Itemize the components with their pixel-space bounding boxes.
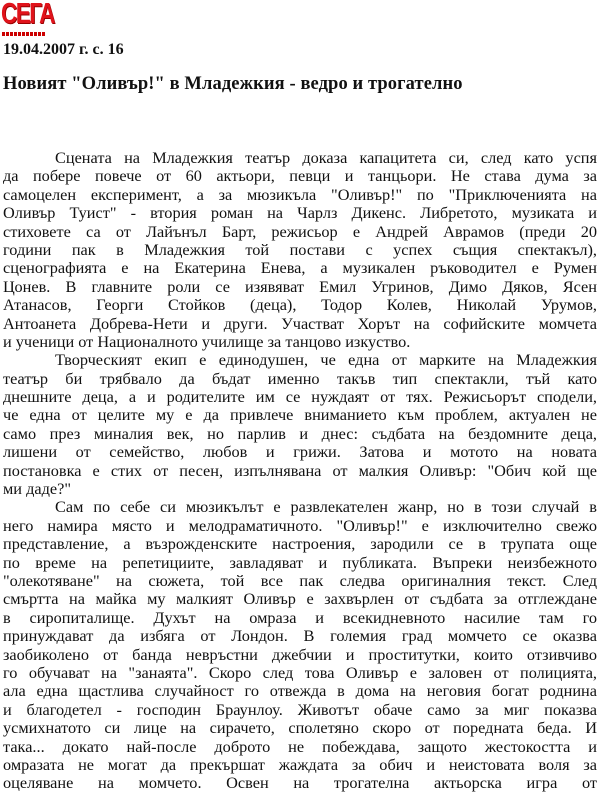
paragraph-line: и ученици от Националното училище за танцово изкуство. bbox=[3, 331, 411, 351]
paragraph-line: смъртта на майка му малкият Оливър е захвърлен от съдбата за отглеждане bbox=[3, 589, 597, 609]
publication-date: 19.04.2007 г. с. 16 bbox=[3, 41, 124, 58]
paragraph-line: Сцената на Младежкия театър доказа капацитета си, след като успя bbox=[55, 148, 597, 167]
article-body bbox=[3, 149, 597, 793]
paragraph-line: днешните деца, а и родителите им се нуждаят от тях. Режисьорът сподели, bbox=[3, 387, 597, 407]
paragraph-line: Цонев. В главните роли се изявяват Емил Угринов, Димо Дяков, Ясен bbox=[3, 276, 597, 296]
paragraph-line: омразата не могат да прекършат жаждата за обич и неистовата воля за bbox=[3, 754, 597, 774]
article-title: Новият "Оливър!" в Младежкия - ведро и трогателно bbox=[3, 74, 463, 94]
paragraph-line: ми даде?" bbox=[3, 479, 71, 499]
logo-underline bbox=[2, 32, 46, 36]
article-paragraph bbox=[3, 498, 597, 792]
paragraph-line: така... докато най-после доброто не побеждава, защото жестокостта и bbox=[3, 736, 597, 756]
paragraph-line: Антоанета Добрева-Нети и други. Участват Хорът на софийските момчета bbox=[3, 313, 597, 333]
article-paragraph bbox=[3, 351, 597, 498]
paragraph-line: в сиропиталище. Духът на омраза и всекидневното насилие там го bbox=[3, 607, 597, 627]
paragraph-line: години пак в Младежкия той постави с успех същия спектакъл), bbox=[3, 239, 597, 259]
paragraph-line: театър би трябвало да бъдат именно такъв тип спектакли, тъй като bbox=[3, 368, 597, 388]
paragraph-line: "олекотяване" на сюжета, той все пак следва оригиналния текст. След bbox=[3, 570, 597, 590]
paragraph-line: постановка е стих от песен, изпълнявана от малкия Оливър: "Обич кой ще bbox=[3, 460, 597, 480]
paragraph-line: Атанасов, Георги Стойков (деца), Тодор Колев, Николай Урумов, bbox=[3, 295, 597, 315]
paragraph-line: оцеляване на момчето. Освен на трогателна актьорска игра от bbox=[3, 773, 597, 793]
newspaper-logo bbox=[1, 0, 54, 38]
paragraph-line: него намира място и мелодраматичното. "Оливър!" е изключително свежо bbox=[3, 515, 597, 535]
paragraph-line: по време на репетициите, завладяват и публиката. Въпреки неизбежното bbox=[3, 552, 597, 572]
paragraph-line: Оливър Туист" - втория роман на Чарлз Дикенс. Либретото, музиката и bbox=[3, 203, 597, 223]
paragraph-line: сценографията е на Екатерина Енева, а музикален ръководител е Румен bbox=[3, 258, 597, 278]
paragraph-line: самоцелен експеримент, а за мюзикъла "Оливър!" по "Приключенията на bbox=[3, 184, 597, 204]
paragraph-line: стиховете са от Лайънъл Барт, режисьор е Андрей Аврамов (преди 20 bbox=[3, 221, 597, 241]
article-paragraph bbox=[3, 149, 597, 351]
paragraph-line: усмихнатото си лице на сирачето, сполетяно скоро от поредната беда. И bbox=[3, 718, 597, 738]
paragraph-line: и благодетел - господин Браунлоу. Животът обаче само за миг показва bbox=[3, 699, 597, 719]
paragraph-line: го обучават на "занаята". Скоро след това Оливър е заловен от полицията, bbox=[3, 662, 597, 682]
paragraph-line: Сам по себе си мюзикълът е развлекателен жанр, но в този случай в bbox=[55, 497, 597, 517]
logo-text: СЕГА bbox=[1, 0, 54, 30]
paragraph-line: само през миналия век, но парлив и днес: съдбата на бездомните деца, bbox=[3, 423, 597, 443]
paragraph-line: ала една щастлива случайност го отвежда в дома на неговия богат роднина bbox=[3, 681, 597, 701]
paragraph-line: лишени от семейство, любов и грижи. Затова и мотото на новата bbox=[3, 442, 597, 462]
paragraph-line: да побере повече от 60 актьори, певци и танцьори. Не става дума за bbox=[3, 166, 597, 186]
paragraph-line: представление, а възрожденските настроения, зародили се в трупата още bbox=[3, 534, 597, 554]
paragraph-line: Творческият екип е единодушен, че една от марките на Младежкия bbox=[55, 350, 597, 370]
paragraph-line: заобиколено от банда невръстни джебчии и проститутки, които отзивчиво bbox=[3, 644, 597, 664]
paragraph-line: принуждават да избяга от Лондон. В големия град момчето се оказва bbox=[3, 626, 597, 646]
paragraph-line: че една от целите му е да привлече вниманието към проблем, актуален не bbox=[3, 405, 597, 425]
